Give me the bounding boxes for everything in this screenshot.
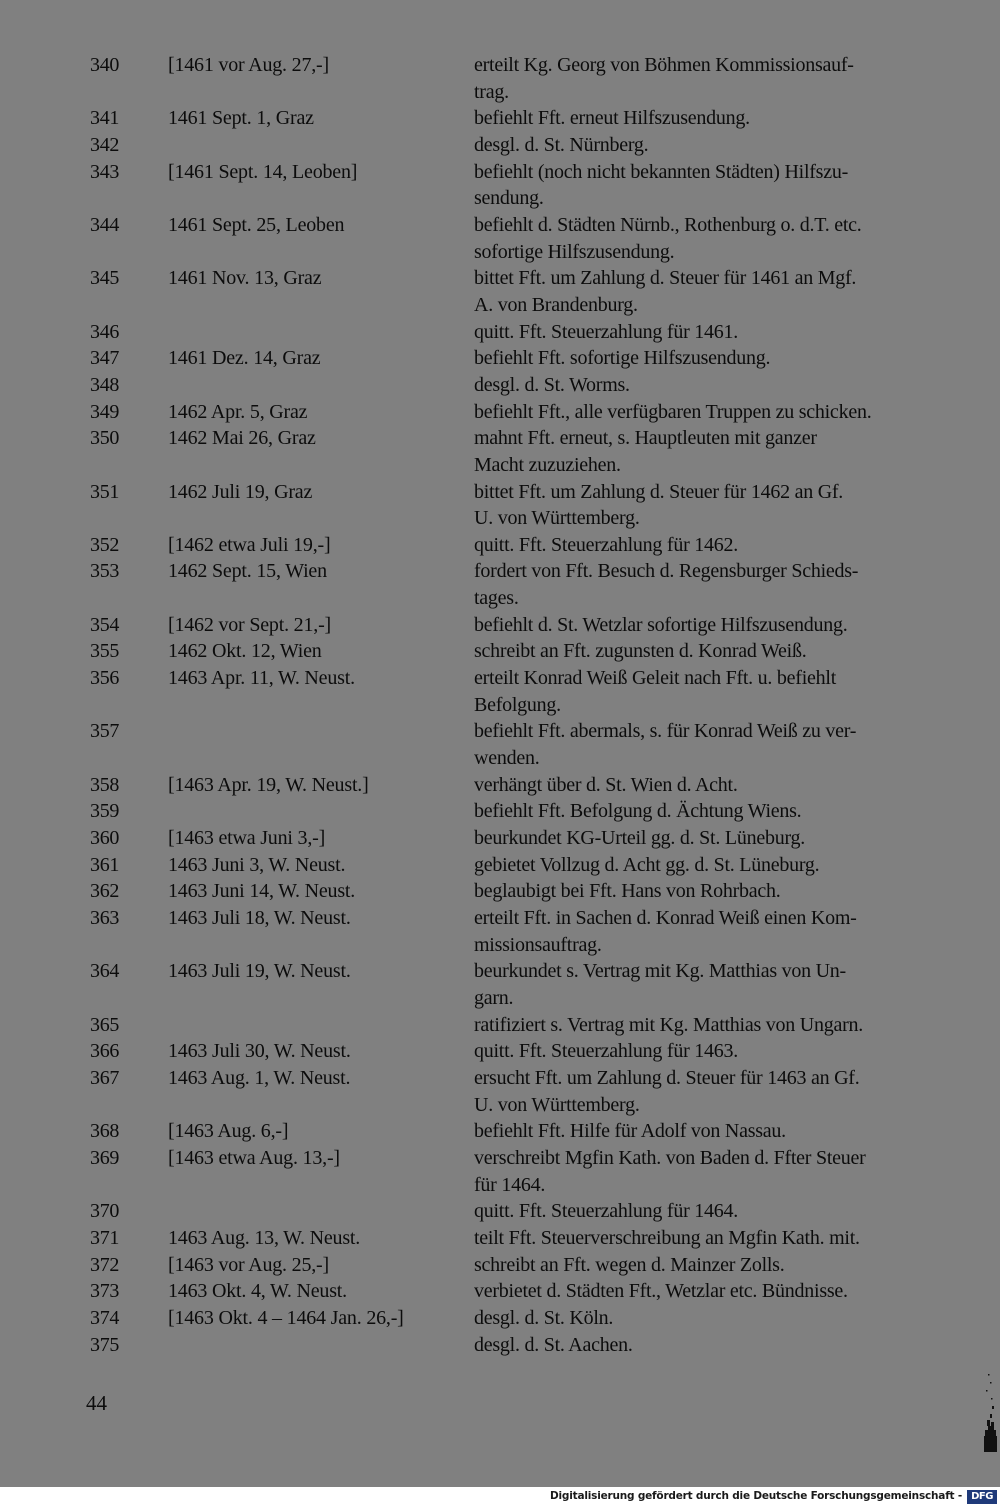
- description-line: wenden.: [474, 747, 540, 770]
- description-line: erteilt Konrad Weiß Geleit nach Fft. u. befiehlt: [474, 667, 837, 690]
- entry-date: 1463 Juni 14, W. Neust.: [168, 880, 356, 903]
- entry-date: 1463 Juni 3, W. Neust.: [168, 853, 346, 876]
- regest-entry: [0, 132, 1000, 159]
- description-line: quitt. Fft. Steuerzahlung für 1464.: [474, 1200, 738, 1223]
- entry-description: [474, 1278, 952, 1305]
- entry-description: [474, 1252, 952, 1279]
- entry-date: 1463 Juli 19, W. Neust.: [168, 960, 351, 983]
- entry-date: 1463 Juli 18, W. Neust.: [168, 907, 351, 929]
- description-line: schreibt an Fft. zugunsten d. Konrad Weiß.: [474, 640, 807, 663]
- entry-description: [474, 798, 952, 825]
- entry-number: 371: [90, 1226, 120, 1249]
- entry-date: [1462 vor Sept. 21,-]: [168, 613, 331, 636]
- regest-entry: [0, 1118, 1000, 1145]
- entry-description: [474, 319, 952, 346]
- entry-number: 351: [90, 480, 120, 503]
- description-line: beurkundet s. Vertrag mit Kg. Matthias von Un-: [474, 960, 846, 983]
- regest-entry: [0, 798, 1000, 825]
- description-line: desgl. d. St. Köln.: [474, 1306, 614, 1329]
- entry-number: 360: [90, 827, 120, 850]
- entry-date: 1462 Apr. 5, Graz: [168, 400, 308, 423]
- description-line: mahnt Fft. erneut, s. Hauptleuten mit ganzer: [474, 427, 817, 450]
- entry-number: 363: [90, 907, 120, 929]
- footer-bar: [0, 1487, 1000, 1506]
- entry-description: [474, 1225, 952, 1252]
- entry-number: 367: [90, 1066, 120, 1089]
- entry-number: 375: [90, 1333, 120, 1356]
- regest-entry: [0, 638, 1000, 665]
- entry-description: [474, 52, 952, 105]
- regest-entry: [0, 1038, 1000, 1065]
- regest-entry: [0, 479, 1000, 532]
- regest-entry: [0, 1065, 1000, 1118]
- regest-entry: [0, 1252, 1000, 1279]
- entry-description: [474, 958, 952, 1011]
- entry-number: 345: [90, 267, 120, 290]
- regest-entry: [0, 958, 1000, 1011]
- description-line: bittet Fft. um Zahlung d. Steuer für 1462 an Gf.: [474, 480, 844, 503]
- dfg-logo: DFG: [967, 1490, 997, 1504]
- entry-description: [474, 665, 952, 718]
- entry-description: [474, 1065, 952, 1118]
- regest-entry: [0, 558, 1000, 611]
- regest-entry: [0, 905, 1000, 958]
- funding-notice: Digitalisierung gefördert durch die Deutsche Forschungsgemeinschaft -: [550, 1490, 962, 1502]
- entry-number: 346: [90, 320, 120, 343]
- description-line: befiehlt (noch nicht bekannten Städten) Hilfszu-: [474, 160, 848, 183]
- description-line: befiehlt d. St. Wetzlar sofortige Hilfszusendung.: [474, 613, 848, 636]
- entry-description: [474, 825, 952, 852]
- entry-number: 358: [90, 773, 120, 796]
- description-line: desgl. d. St. Nürnberg.: [474, 133, 649, 156]
- entry-number: 366: [90, 1040, 120, 1063]
- regest-entry: [0, 825, 1000, 852]
- description-line: quitt. Fft. Steuerzahlung für 1461.: [474, 320, 738, 343]
- entry-date: 1463 Juli 30, W. Neust.: [168, 1040, 351, 1063]
- regest-entry: [0, 425, 1000, 478]
- entry-date: [1463 etwa Aug. 13,-]: [168, 1146, 340, 1169]
- entry-date: 1461 Nov. 13, Graz: [168, 267, 322, 290]
- entry-date: 1461 Dez. 14, Graz: [168, 347, 321, 370]
- entry-number: 353: [90, 560, 120, 583]
- regest-entry: [0, 1332, 1000, 1359]
- entry-number: 370: [90, 1200, 120, 1223]
- entry-description: [474, 718, 952, 771]
- description-line: Macht zuzuziehen.: [474, 453, 621, 476]
- entry-date: 1463 Apr. 11, W. Neust.: [168, 667, 355, 690]
- entry-number: 343: [90, 160, 120, 183]
- entry-date: [1461 vor Aug. 27,-]: [168, 54, 329, 76]
- entry-description: [474, 1332, 952, 1359]
- entry-number: 355: [90, 640, 120, 663]
- entry-number: 341: [90, 107, 120, 130]
- entry-number: 354: [90, 613, 120, 636]
- description-line: befiehlt Fft. sofortige Hilfszusendung.: [474, 347, 771, 370]
- entry-date: [1461 Sept. 14, Leoben]: [168, 160, 358, 183]
- regest-entry: [0, 212, 1000, 265]
- entry-description: [474, 1145, 952, 1198]
- description-line: quitt. Fft. Steuerzahlung für 1463.: [474, 1040, 738, 1063]
- description-line: garn.: [474, 986, 514, 1009]
- entry-number: 361: [90, 853, 120, 876]
- regest-entry: [0, 399, 1000, 426]
- entry-description: [474, 1012, 952, 1039]
- regest-entry: [0, 878, 1000, 905]
- entry-number: 340: [90, 54, 120, 76]
- entry-description: [474, 772, 952, 799]
- entry-number: 365: [90, 1013, 120, 1036]
- entry-description: [474, 1038, 952, 1065]
- description-line: ratifiziert s. Vertrag mit Kg. Matthias von Ungarn.: [474, 1013, 864, 1036]
- description-line: trag.: [474, 80, 509, 103]
- description-line: quitt. Fft. Steuerzahlung für 1462.: [474, 533, 738, 556]
- entry-description: [474, 265, 952, 318]
- description-line: desgl. d. St. Worms.: [474, 373, 630, 396]
- description-line: Befolgung.: [474, 693, 561, 716]
- description-line: ersucht Fft. um Zahlung d. Steuer für 1463 an Gf.: [474, 1066, 860, 1089]
- entry-number: 348: [90, 373, 120, 396]
- entry-description: [474, 212, 952, 265]
- regest-entry: [0, 105, 1000, 132]
- description-line: befiehlt Fft. erneut Hilfszusendung.: [474, 107, 750, 130]
- entry-date: 1461 Sept. 25, Leoben: [168, 213, 345, 236]
- entry-description: [474, 132, 952, 159]
- regest-entry: [0, 852, 1000, 879]
- regest-entry: [0, 1225, 1000, 1252]
- regest-entry: [0, 718, 1000, 771]
- regest-entry: [0, 612, 1000, 639]
- description-line: missionsauftrag.: [474, 933, 602, 956]
- entry-description: [474, 159, 952, 212]
- description-line: befiehlt Fft., alle verfügbaren Truppen zu schicken.: [474, 400, 872, 423]
- entry-date: [1463 etwa Juni 3,-]: [168, 827, 326, 850]
- description-line: befiehlt Fft. Befolgung d. Ächtung Wiens.: [474, 800, 802, 823]
- entry-description: [474, 852, 952, 879]
- entry-description: [474, 638, 952, 665]
- description-line: befiehlt d. Städten Nürnb., Rothenburg o. d.T. etc.: [474, 213, 862, 236]
- regest-entry: [0, 532, 1000, 559]
- entry-description: [474, 532, 952, 559]
- entry-description: [474, 425, 952, 478]
- description-line: sofortige Hilfszusendung.: [474, 240, 675, 263]
- regest-entry: [0, 265, 1000, 318]
- entry-date: 1462 Mai 26, Graz: [168, 427, 316, 450]
- entry-date: 1463 Aug. 13, W. Neust.: [168, 1226, 361, 1249]
- entry-number: 364: [90, 960, 120, 983]
- description-line: schreibt an Fft. wegen d. Mainzer Zolls.: [474, 1253, 785, 1276]
- entry-date: 1462 Sept. 15, Wien: [168, 560, 327, 583]
- regest-entry: [0, 1145, 1000, 1198]
- description-line: befiehlt Fft. Hilfe für Adolf von Nassau.: [474, 1120, 786, 1143]
- regest-entry: [0, 1278, 1000, 1305]
- entry-date: 1462 Juli 19, Graz: [168, 480, 313, 503]
- entry-number: 362: [90, 880, 120, 903]
- regest-entry: [0, 345, 1000, 372]
- description-line: erteilt Fft. in Sachen d. Konrad Weiß einen Kom-: [474, 907, 857, 929]
- entry-date: [1463 vor Aug. 25,-]: [168, 1253, 329, 1276]
- regest-entry: [0, 1198, 1000, 1225]
- description-line: beurkundet KG-Urteil gg. d. St. Lüneburg.: [474, 827, 805, 850]
- entry-number: 352: [90, 533, 120, 556]
- entry-description: [474, 1305, 952, 1332]
- entry-number: 347: [90, 347, 120, 370]
- entry-description: [474, 105, 952, 132]
- entry-number: 344: [90, 213, 120, 236]
- entry-date: [1463 Apr. 19, W. Neust.]: [168, 773, 369, 796]
- entry-number: 374: [90, 1306, 120, 1329]
- entry-number: 342: [90, 133, 120, 156]
- entry-number: 349: [90, 400, 120, 423]
- description-line: A. von Brandenburg.: [474, 293, 638, 316]
- description-line: erteilt Kg. Georg von Böhmen Kommissionsauf-: [474, 54, 854, 76]
- description-line: U. von Württemberg.: [474, 507, 640, 530]
- description-line: für 1464.: [474, 1173, 546, 1196]
- entry-description: [474, 399, 952, 426]
- entry-date: 1462 Okt. 12, Wien: [168, 640, 322, 663]
- entry-number: 350: [90, 427, 120, 450]
- regest-entry: [0, 1012, 1000, 1039]
- entry-date: 1461 Sept. 1, Graz: [168, 107, 314, 130]
- entry-number: 369: [90, 1146, 120, 1169]
- regest-entry: [0, 372, 1000, 399]
- regest-entry: [0, 159, 1000, 212]
- description-line: fordert von Fft. Besuch d. Regensburger Schieds-: [474, 560, 859, 583]
- entry-number: 373: [90, 1280, 120, 1303]
- description-line: verschreibt Mgfin Kath. von Baden d. Ffter Steuer: [474, 1146, 866, 1169]
- entry-number: 372: [90, 1253, 120, 1276]
- entry-date: 1463 Okt. 4, W. Neust.: [168, 1280, 347, 1303]
- entry-description: [474, 558, 952, 611]
- description-line: gebietet Vollzug d. Acht gg. d. St. Lüneburg.: [474, 853, 820, 876]
- entry-description: [474, 345, 952, 372]
- entry-date: [1463 Aug. 6,-]: [168, 1120, 289, 1143]
- entry-date: 1463 Aug. 1, W. Neust.: [168, 1066, 351, 1089]
- entry-description: [474, 1118, 952, 1145]
- entry-description: [474, 372, 952, 399]
- description-line: verhängt über d. St. Wien d. Acht.: [474, 773, 738, 796]
- description-line: sendung.: [474, 187, 544, 210]
- regest-entry: [0, 772, 1000, 799]
- entry-description: [474, 1198, 952, 1225]
- regesta-list: [0, 52, 1000, 1358]
- regest-entry: [0, 1305, 1000, 1332]
- description-line: teilt Fft. Steuerverschreibung an Mgfin Kath. mit.: [474, 1226, 860, 1249]
- description-line: verbietet d. Städten Fft., Wetzlar etc. Bündnisse.: [474, 1280, 848, 1303]
- scan-artifact: [982, 1372, 998, 1464]
- regest-entry: [0, 665, 1000, 718]
- entry-number: 357: [90, 720, 120, 743]
- page-number: 44: [86, 1391, 107, 1415]
- entry-description: [474, 878, 952, 905]
- entry-number: 368: [90, 1120, 120, 1143]
- description-line: beglaubigt bei Fft. Hans von Rohrbach.: [474, 880, 781, 903]
- entry-description: [474, 479, 952, 532]
- description-line: tages.: [474, 587, 519, 610]
- entry-date: [1462 etwa Juli 19,-]: [168, 533, 331, 556]
- description-line: U. von Württemberg.: [474, 1093, 640, 1116]
- description-line: bittet Fft. um Zahlung d. Steuer für 1461 an Mgf.: [474, 267, 857, 290]
- description-line: befiehlt Fft. abermals, s. für Konrad Weiß zu ver-: [474, 720, 857, 743]
- entry-number: 359: [90, 800, 120, 823]
- regest-entry: [0, 52, 1000, 105]
- entry-description: [474, 612, 952, 639]
- entry-number: 356: [90, 667, 120, 690]
- regest-entry: [0, 319, 1000, 346]
- entry-description: [474, 905, 952, 958]
- entry-date: [1463 Okt. 4 – 1464 Jan. 26,-]: [168, 1306, 404, 1329]
- description-line: desgl. d. St. Aachen.: [474, 1333, 633, 1356]
